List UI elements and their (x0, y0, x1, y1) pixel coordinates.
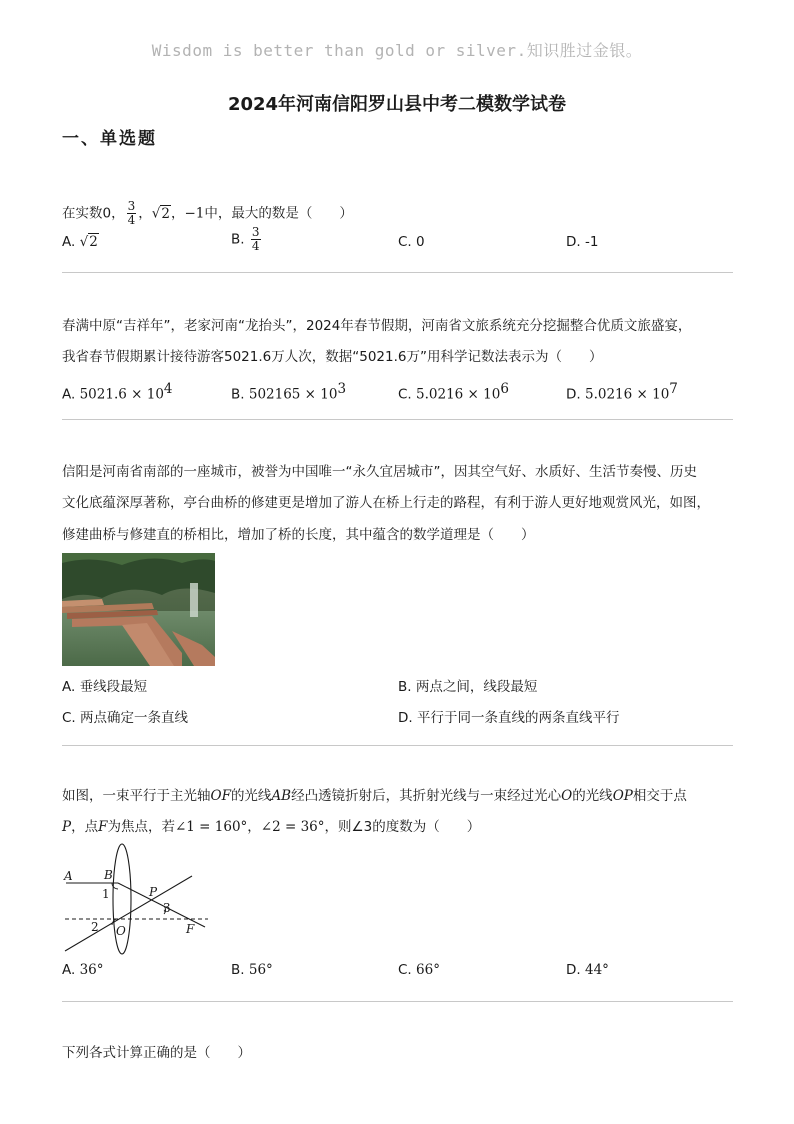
q1-sqrt-val: 2 (161, 205, 170, 222)
q3-option-c[interactable]: C. 两点确定一条直线 (62, 710, 189, 726)
q4-text: ，则∠3的度数为（ ） (324, 819, 481, 835)
q4-text: 经凸透镜折射后，其折射光线与一束经过光心 (291, 788, 562, 804)
q1-sep1: ， (138, 205, 152, 222)
q1-sqrt (152, 205, 171, 222)
q2-b-exp: 3 (337, 381, 347, 397)
label-f: F (186, 922, 195, 936)
q4-var: OP (612, 788, 633, 804)
label-2: 2 (91, 920, 99, 934)
option-label: B. (231, 231, 245, 248)
lens-diagram (60, 842, 210, 957)
label-1: 1 (102, 887, 110, 901)
q2-c-exp: 6 (500, 381, 509, 397)
label-b: B (104, 868, 113, 882)
q1-frac-num: 3 (127, 199, 136, 213)
divider (62, 419, 733, 420)
q2-option-c[interactable] (398, 381, 509, 403)
q4-text: 相交于点 (632, 788, 687, 804)
q4-text: 的光线 (230, 788, 272, 804)
q5-stem: 下列各式计算正确的是（ ） (62, 1045, 251, 1061)
q4-text: 的光线 (572, 788, 613, 804)
label-p: P (149, 885, 158, 899)
q2-option-a[interactable] (62, 381, 173, 403)
q1-fraction (127, 200, 137, 227)
sqrt-icon: √ (79, 234, 89, 250)
sqrt-icon: √ (151, 205, 161, 222)
q1-option-a[interactable] (62, 234, 99, 250)
q4-text: 为焦点，若 (107, 819, 175, 835)
label-a: A (64, 869, 73, 883)
page-title: 2024年河南信阳罗山县中考二模数学试卷 (227, 94, 567, 115)
option-label: A. (62, 962, 76, 978)
q2-b-base: 502165 × 10 (248, 386, 338, 403)
q4-var: O (561, 788, 573, 804)
option-label: D. (566, 962, 581, 978)
q4-var: F (98, 819, 108, 835)
q2-a-exp: 4 (163, 381, 173, 397)
q4-var: AB (271, 788, 292, 804)
q2-a-base: 5021.6 × 10 (79, 386, 164, 403)
option-label: B. (231, 962, 245, 978)
option-label: D. (566, 386, 581, 403)
divider (62, 272, 733, 273)
q1-a-sqrt (80, 233, 99, 250)
q4-b-val: 56° (248, 962, 273, 978)
q3-option-a[interactable]: A. 垂线段最短 (62, 679, 148, 695)
q1-b-num: 3 (251, 225, 260, 239)
q4-option-a[interactable] (62, 962, 104, 978)
divider (62, 1001, 733, 1002)
q1-b-fraction (251, 226, 261, 253)
q4-var: OF (210, 788, 231, 804)
option-label: A. (62, 386, 76, 403)
q3-line3: 修建曲桥与修建直的桥相比，增加了桥的长度，其中蕴含的数学道理是（ ） (62, 527, 535, 543)
q3-line1: 信阳是河南省南部的一座城市，被誉为中国唯一“永久宜居城市”，因其空气好、水质好、生活节奏慢、历史 (62, 464, 697, 480)
label-3: 3 (163, 901, 171, 915)
option-label: A. (62, 234, 76, 250)
q1-stem-b: 中，最大的数是（ ） (204, 205, 353, 222)
q1-frac-den: 4 (127, 213, 136, 227)
q2-option-d[interactable] (566, 381, 678, 403)
option-label: C. (398, 386, 412, 403)
section-heading: 一、单选题 (62, 129, 157, 149)
q4-option-b[interactable] (231, 962, 273, 978)
q4-angle: ∠1 = 160° (174, 819, 248, 835)
q1-option-d[interactable]: D. -1 (566, 234, 599, 250)
q4-line2 (62, 819, 480, 835)
q3-line2: 文化底蕴深厚著称，亭台曲桥的修建更是增加了游人在桥上行走的路程，有利于游人更好地观赏风光，如图， (62, 495, 710, 511)
q2-d-exp: 7 (669, 381, 678, 397)
q4-text: ， (247, 819, 261, 835)
watermark: Wisdom is better than gold or silver.知识胜过金银。 (151, 41, 643, 60)
divider (62, 745, 733, 746)
q2-d-base: 5.0216 × 10 (584, 386, 670, 403)
q1-neg: −1 (184, 205, 205, 222)
q4-option-d[interactable] (566, 962, 609, 978)
q2-c-base: 5.0216 × 10 (416, 386, 501, 403)
q2-option-b[interactable] (231, 381, 346, 403)
q2-line2: 我省春节假期累计接待游客5021.6万人次，数据“5021.6万”用科学记数法表示为（ ） (62, 349, 603, 365)
option-label: C. (398, 962, 412, 978)
q1-option-c[interactable]: C. 0 (398, 234, 425, 250)
q1-b-den: 4 (251, 239, 260, 253)
bridge-photo (62, 553, 215, 666)
q4-a-val: 36° (79, 962, 104, 978)
q4-var: P (62, 819, 72, 835)
q4-angle: ∠2 = 36° (260, 819, 325, 835)
label-o: O (116, 924, 126, 938)
q1-a-val: 2 (89, 234, 98, 250)
q4-c-val: 66° (416, 962, 440, 978)
q4-d-val: 44° (584, 962, 609, 978)
q4-line1 (62, 788, 687, 804)
q1-sep2: ， (170, 205, 185, 222)
option-label: B. (231, 386, 245, 403)
q3-option-d[interactable]: D. 平行于同一条直线的两条直线平行 (398, 710, 620, 726)
q1-stem-a: 在实数0， (62, 205, 125, 222)
q2-line1: 春满中原“吉祥年”，老家河南“龙抬头”，2024年春节假期，河南省文旅系统充分挖掘整合优质文旅盛宴， (62, 318, 692, 334)
q1-option-b[interactable] (231, 226, 263, 253)
q4-option-c[interactable] (398, 962, 440, 978)
q3-option-b[interactable]: B. 两点之间，线段最短 (398, 679, 538, 695)
q1-stem (62, 200, 353, 227)
q4-text: ，点 (71, 819, 99, 835)
q4-text: 如图，一束平行于主光轴 (62, 788, 211, 804)
